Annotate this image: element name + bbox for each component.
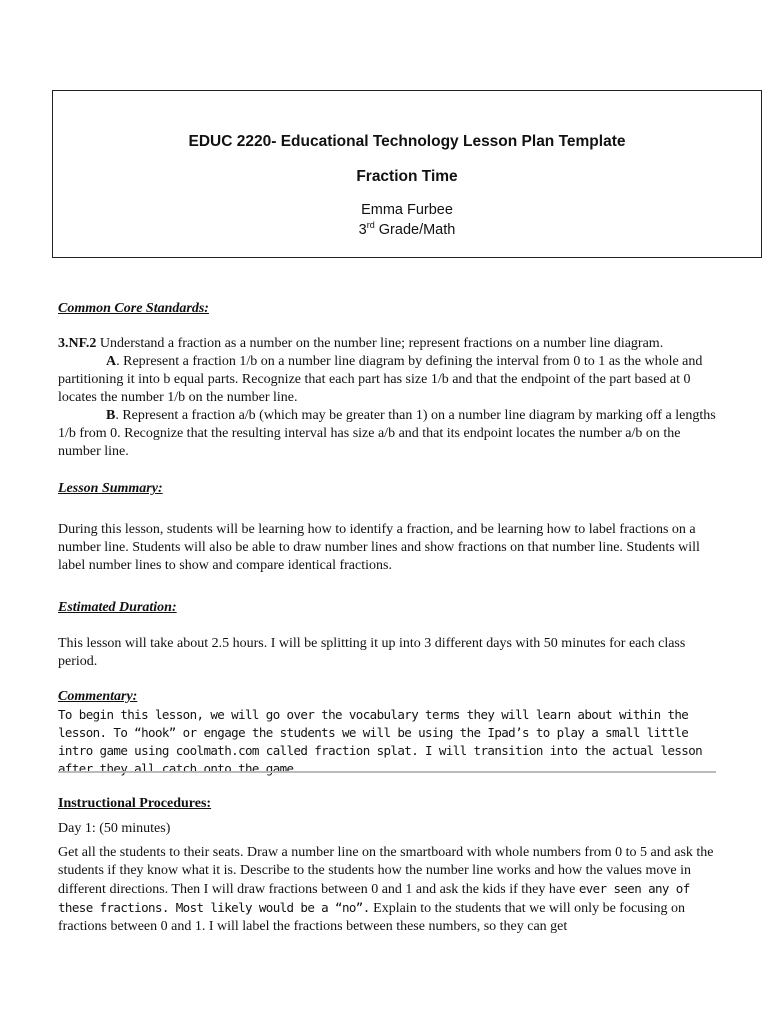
procedures-heading: Instructional Procedures: <box>58 796 212 811</box>
standard-part-b: B. Represent a fraction a/b (which may be greater than 1) on a number line diagram by marking off a lengths 1/b from 0. Recognize that the resulting interval has size a/b and that its endpoint locates the number a/b on the number line. <box>58 408 716 459</box>
summary-heading: Lesson Summary: <box>58 481 163 496</box>
day1-text: Get all the students to their seats. Draw a number line on the smartboard with whole numbers from 0 to 5 and ask the students if they know what it is. Describe to the students how the number line works and how the values move in different directions. Then I will draw fractions between 0 and 1 and ask the kids if they have ever seen any of these fractions. Most likely would be a “no”. Explain to the students that we will only be focusing on fractions between 0 and 1. I will label the fractions between these numbers, so they can get <box>58 845 714 934</box>
standards-heading: Common Core Standards: <box>58 301 209 316</box>
standard-code: 3.NF.2 <box>58 336 97 351</box>
section-divider <box>58 771 716 773</box>
title-box <box>52 90 762 258</box>
grade-subject <box>53 220 761 238</box>
grade-label: Grade/Math <box>374 221 456 238</box>
lesson-title: Fraction Time <box>356 168 458 185</box>
document-title: EDUC 2220- Educational Technology Lesson Plan Template <box>188 133 626 150</box>
grade-number: 3 <box>358 221 367 238</box>
standard-part-a: A. Represent a fraction 1/b on a number line diagram by defining the interval from 0 to 1 as the whole and partitioning it into b equal parts. Recognize that each part has size 1/b and that the endpoint of the part based at 0 locates the number 1/b on the number line. <box>58 354 703 405</box>
day1-label: Day 1: (50 minutes) <box>58 821 171 836</box>
grade-ordinal: rd <box>366 220 375 230</box>
author-name: Emma Furbee <box>361 202 453 218</box>
summary-text: During this lesson, students will be learning how to identify a fraction, and be learning how to label fractions on a number line. Students will also be able to draw number lines and show fractions on that number line. Students will label number lines to show and compare identical fractions. <box>58 522 700 573</box>
commentary-heading: Commentary: <box>58 689 138 704</box>
standard-main: 3.NF.2 Understand a fraction as a number on the number line; represent fractions on a number line diagram. <box>58 336 664 351</box>
standards-section <box>58 335 718 461</box>
commentary-text: To begin this lesson, we will go over the vocabulary terms they will learn about within the lesson. To “hook” or engage the students we will be using the Ipad’s to play a small little intro game using coolmath.com called fraction splat. I will transition into the actual lesson after they all catch onto the game. <box>58 707 703 776</box>
duration-text: This lesson will take about 2.5 hours. I will be splitting it up into 3 different days with 50 minutes for each class period. <box>58 636 686 669</box>
duration-heading: Estimated Duration: <box>58 600 177 615</box>
